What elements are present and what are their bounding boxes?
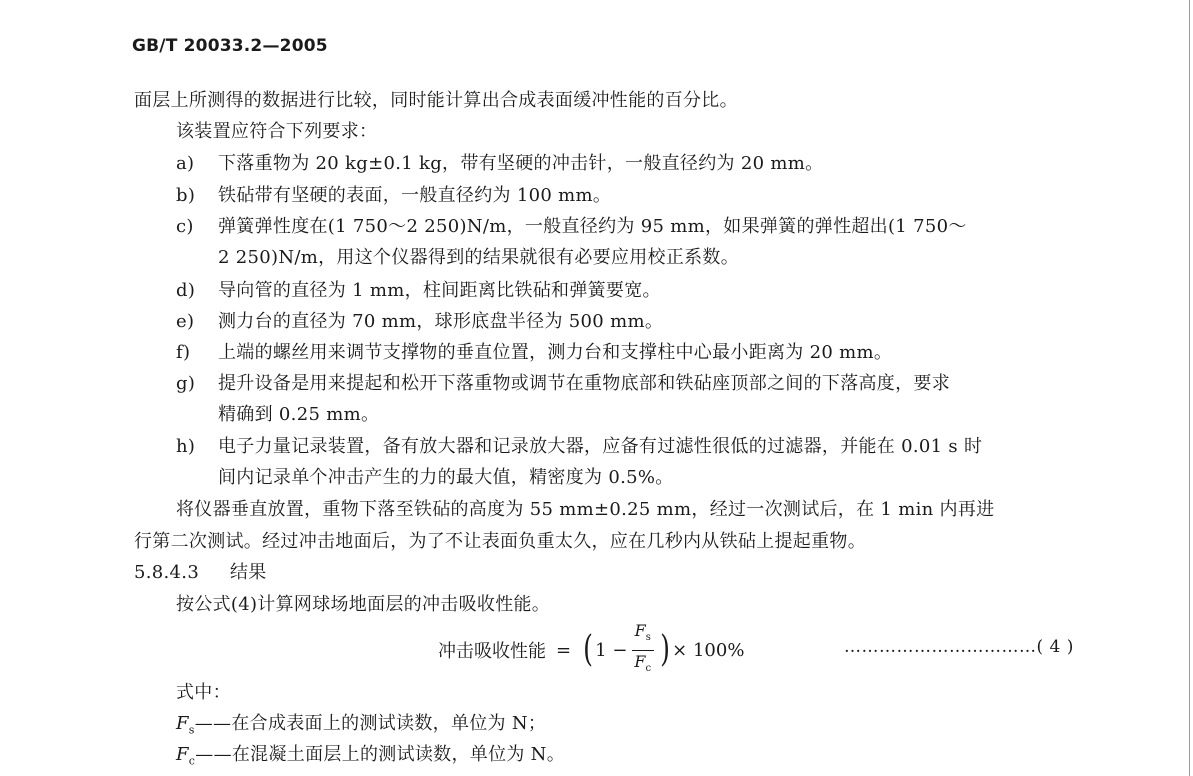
list-item-text: 提升设备是用来提起和松开下落重物或调节在重物底部和铁砧座顶部之间的下落高度，要求	[218, 373, 950, 394]
list-item-text: 上端的螺丝用来调节支撑物的垂直位置，测力台和支撑柱中心最小距离为 20 mm。	[218, 342, 893, 363]
section-title: 结果	[230, 562, 267, 583]
list-item-h	[176, 435, 982, 459]
fraction-numerator: $F_s$	[632, 622, 654, 650]
formula-equals: =	[556, 639, 572, 661]
page-edge-divider	[1189, 0, 1190, 776]
list-item-label: f)	[176, 342, 191, 363]
definition-symbol: $F_c$	[176, 744, 196, 768]
equation-number: ……………………………( 4 )	[844, 637, 1074, 657]
list-item-label: h)	[176, 436, 196, 457]
list-item-text: 弹簧弹性度在(1 750～2 250)N/m，一般直径约为 95 mm，如果弹簧的弹性超出(1 750～	[218, 216, 967, 237]
list-item-label: g)	[176, 373, 196, 394]
list-item-e	[176, 310, 663, 334]
list-item-a	[176, 152, 823, 176]
list-item-label: c)	[176, 216, 194, 237]
intro-continuation: 面层上所测得的数据进行比较，同时能计算出合成表面缓冲性能的百分比。	[134, 90, 738, 111]
list-item-text: 测力台的直径为 70 mm，球形底盘半径为 500 mm。	[218, 311, 664, 332]
list-item-text: 下落重物为 20 kg±0.1 kg，带有坚硬的冲击针，一般直径约为 20 mm。	[218, 153, 824, 174]
definition-fs	[176, 712, 546, 743]
list-item-d	[176, 279, 661, 303]
list-item-text: 电子力量记录装置，备有放大器和记录放大器，应备有过滤性很低的过滤器，并能在 0.01 s 时	[218, 436, 983, 457]
fraction-denominator: $F_c$	[634, 651, 652, 674]
where-label: 式中：	[176, 682, 231, 703]
formula-4	[438, 621, 745, 675]
formula-right-paren: )	[660, 629, 671, 670]
list-item-label: d)	[176, 280, 196, 301]
definition-text: ——在混凝土面层上的测试读数，单位为 N。	[195, 744, 566, 765]
list-item-text: 铁砧带有坚硬的表面，一般直径约为 100 mm。	[218, 185, 612, 206]
procedure-paragraph-line2: 行第二次测试。经过冲击地面后，为了不让表面负重太久，应在几秒内从铁砧上提起重物。	[134, 531, 866, 552]
procedure-paragraph-line1: 将仪器垂直放置，重物下落至铁砧的高度为 55 mm±0.25 mm，经过一次测试后，在 1 min 内再进	[176, 499, 995, 520]
definition-text: ——在合成表面上的测试读数，单位为 N；	[194, 713, 547, 734]
list-item-h-continuation: 间内记录单个冲击产生的力的最大值，精密度为 0.5%。	[218, 467, 674, 488]
standard-number-header: GB/T 20033.2—2005	[132, 36, 328, 56]
list-item-g	[176, 372, 950, 396]
list-item-text: 导向管的直径为 1 mm，柱间距离比铁砧和弹簧要宽。	[218, 280, 661, 301]
formula-multiplier: × 100%	[672, 639, 745, 661]
requirements-lead: 该装置应符合下列要求：	[176, 121, 378, 142]
list-item-label: a)	[176, 153, 195, 174]
formula-left-paren: (	[583, 629, 594, 670]
definition-fc	[176, 743, 565, 774]
section-number: 5.8.4.3	[134, 562, 200, 583]
list-item-g-continuation: 精确到 0.25 mm。	[218, 404, 380, 425]
list-item-label: b)	[176, 185, 196, 206]
formula-one-minus: 1 −	[595, 639, 628, 661]
list-item-f	[176, 341, 892, 365]
list-item-c-continuation: 2 250)N/m，用这个仪器得到的结果就很有必要应用校正系数。	[218, 247, 740, 268]
definition-symbol: $F_s$	[176, 713, 195, 737]
section-heading	[134, 561, 267, 585]
formula-lhs: 冲击吸收性能	[438, 641, 546, 662]
list-item-b	[176, 184, 611, 208]
list-item-label: e)	[176, 311, 195, 332]
formula-fraction	[631, 622, 654, 677]
list-item-c	[176, 215, 967, 239]
formula-intro: 按公式(4)计算网球场地面层的冲击吸收性能。	[176, 594, 551, 615]
